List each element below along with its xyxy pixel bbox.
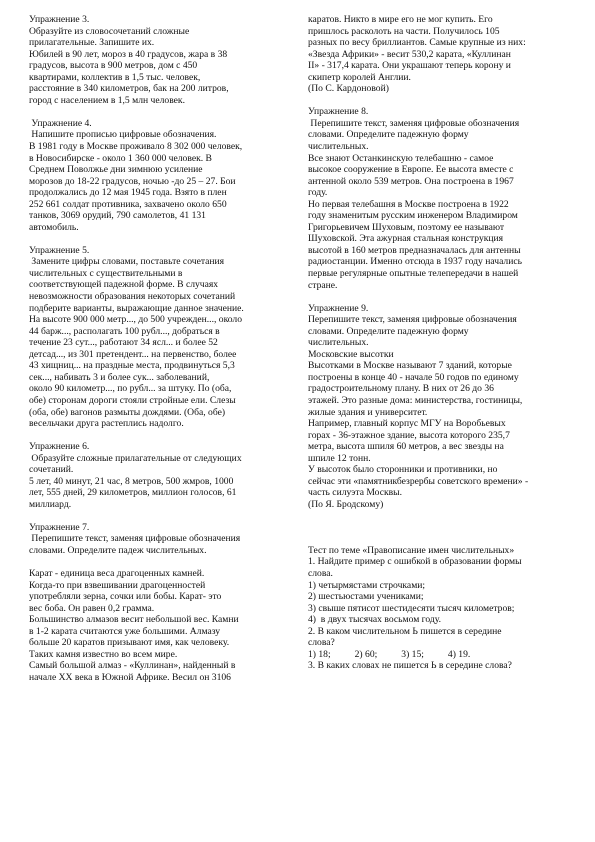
- text-line: сек..., набивать 3 и более сук... заболеваний,: [29, 371, 210, 383]
- block-gap: [29, 430, 291, 442]
- text-line: Замените цифры словами, поставьте сочетания: [29, 256, 225, 268]
- text-line: Высотками в Москве называют 7 зданий, которые: [308, 360, 512, 372]
- section-ex7cont: [308, 14, 570, 95]
- text-line: невозможности образования некоторых сочетаний: [29, 291, 236, 303]
- text-line: 3) свыше пятисот шестидесяти тысяч километров;: [308, 602, 515, 614]
- text-line: Перепишите текст, заменяя цифровые обозначения: [308, 314, 517, 326]
- text-line: Например, главный корпус МГУ на Воробьевых: [308, 418, 506, 430]
- text-line: танков, 3069 орудий, 790 самолетов, 41 131: [29, 210, 206, 222]
- text-line: Напишите прописью цифровые обозначения.: [29, 129, 217, 141]
- section-heading: Упражнение 3.: [29, 14, 90, 25]
- text-line: около 90 километр..., по рубл... за штуку. По (оба,: [29, 383, 232, 395]
- text-line: В 1981 году в Москве проживало 8 302 000 человек,: [29, 140, 243, 152]
- text-line: году знаменитым русским инженером Владимиром: [308, 210, 518, 222]
- section-heading: Упражнение 4.: [29, 117, 92, 129]
- text-line: 1. Найдите пример с ошибкой в образовании формы: [308, 556, 522, 568]
- text-line: 2. В каком числительном Ь пишется в середине: [308, 625, 502, 637]
- text-line: Образуйте из словосочетаний сложные: [29, 25, 190, 37]
- section-ex4: [29, 118, 291, 233]
- text-line: словами. Определите падежную форму: [308, 129, 469, 141]
- text-line: в 1-2 карата считаются уже большими. Алмазу: [29, 625, 221, 637]
- text-line: в Новосибирске - около 1 360 000 человек. В: [29, 152, 212, 164]
- text-line: На высоте 900 000 метр..., до 500 учрежден..., около: [29, 314, 243, 326]
- text-line: течение 23 сут..., работают 34 ясл... и более 52: [29, 337, 218, 349]
- text-line: Образуйте сложные прилагательные от следующих: [29, 452, 242, 464]
- text-line: пришлось расколоть на части. Получилось 105: [308, 25, 500, 37]
- text-line: радиостанции. Именно отсюда в 1937 году начались: [308, 256, 522, 268]
- section-heading: каратов. Никто в мире его не мог купить. Его: [308, 14, 493, 25]
- text-line: расстояние в 340 километров, бак на 200 литров,: [29, 83, 229, 95]
- block-gap: [308, 522, 570, 534]
- text-line: «Звезда Африки» - весит 530,2 карата, «Куллинан: [308, 48, 511, 60]
- section-heading: Тест по теме «Правописание имен числительных»: [308, 544, 515, 556]
- text-line: Но первая телебашня в Москве построена в 1922: [308, 198, 509, 210]
- text-line: соответствующей падежной форме. В случаях: [29, 279, 219, 291]
- text-line: 5 лет, 40 минут, 21 час, 8 метров, 500 жмров, 1000: [29, 475, 234, 487]
- text-line: высотой в 160 метров предназначалась для антенны: [308, 244, 521, 256]
- text-line: (По Я. Бродскому): [308, 498, 384, 510]
- text-line: (По С. Кардоновой): [308, 83, 389, 95]
- text-line: Юбилей в 90 лет, мороз в 40 градусов, жара в 38: [29, 48, 228, 60]
- text-line: шпиле 12 тонн.: [308, 452, 371, 464]
- block-gap: [308, 291, 570, 303]
- text-line: продолжались до 12 мая 1945 года. Взято в плен: [29, 187, 227, 199]
- text-line: больше 20 каратов призывают имя, как человеку.: [29, 637, 230, 649]
- text-line: 43 хищниц... на праздные места, продвинуться 5,3: [29, 360, 235, 372]
- text-line: II» - 317,4 карата. Они украшают теперь корону и: [308, 60, 511, 72]
- text-line: Григорьевичем Шуховым, поэтому ее называют: [308, 221, 505, 233]
- section-heading: Упражнение 6.: [29, 441, 90, 453]
- text-line: разных по весу бриллиантов. Самые крупные из них:: [308, 37, 526, 49]
- text-line: 2) шестьюстами учениками;: [308, 591, 424, 603]
- section-heading: Упражнение 8.: [308, 106, 369, 118]
- text-line: детсад..., из 301 претендент... на первенство, более: [29, 348, 237, 360]
- text-line: прилагательные. Запишите их.: [29, 37, 155, 49]
- section-test: [308, 545, 570, 672]
- text-line: лет, 555 дней, 29 километров, миллион голосов, 61: [29, 487, 237, 499]
- text-line: построены в конце 40 - начале 50 годов по единому: [308, 371, 519, 383]
- text-line: 44 барж..., располагать 100 рубл..., добраться в: [29, 325, 220, 337]
- block-gap: [308, 95, 570, 107]
- text-line: (оба, обе) вагонов размыты дождями. (Оба, обе): [29, 406, 226, 418]
- text-line: сейчас эти «памятникбезрербы советского времени» -: [308, 475, 529, 487]
- text-line: [29, 557, 291, 569]
- text-line: слова.: [308, 568, 333, 580]
- text-line: весельчаки друга растеплись надолго.: [29, 418, 184, 430]
- text-line: году.: [308, 187, 328, 199]
- text-line: числительных с существительными в: [29, 267, 183, 279]
- text-line: стране.: [308, 279, 338, 291]
- text-line: город с населением в 1,5 млн человек.: [29, 94, 185, 106]
- section-ex6: [29, 441, 291, 510]
- text-line: автомобиль.: [29, 221, 79, 233]
- section-heading: Упражнение 5.: [29, 244, 90, 256]
- text-line: 1) четырмястами строчками;: [308, 579, 426, 591]
- block-gap: [29, 106, 291, 118]
- text-line: миллиард.: [29, 498, 72, 510]
- text-line: высокое сооружение в Европе. Ее высота вместе с: [308, 164, 514, 176]
- text-line: морозов до 18-22 градусов, ночью -до 25 – 27. Бои: [29, 175, 236, 187]
- text-line: 3. В каких словах не пишется Ь в середине слова?: [308, 660, 512, 672]
- text-line: метра, высота шпиля 60 метров, а вес звезды на: [308, 441, 504, 453]
- text-line: 252 661 солдат противника, захвачено около 650: [29, 198, 227, 210]
- text-line: У высоток было сторонники и противники, но: [308, 464, 498, 476]
- text-line: антенной около 539 метров. Она построена в 1967: [308, 175, 514, 187]
- text-line: этажей. Это разные дома: министерства, гостиницы,: [308, 394, 523, 406]
- text-line: Перепишите текст, заменяя цифровые обозначения: [29, 533, 241, 545]
- text-line: Московские высотки: [308, 348, 394, 360]
- text-line: Когда-то при взвешивании драгоценностей: [29, 579, 206, 591]
- text-line: Таких камня известно во всем мире.: [29, 648, 178, 660]
- text-line: начале XX века в Южной Африке. Весил он 3106: [29, 671, 231, 683]
- text-line: слова?: [308, 637, 335, 649]
- text-line: 1) 18; 2) 60; 3) 15; 4) 19.: [308, 648, 471, 660]
- block-gap: [308, 533, 570, 545]
- text-line: квартирами, коллектив в 1,5 тыс. человек,: [29, 71, 201, 83]
- text-line: первые регулярные опытные телепередачи в нашей: [308, 267, 519, 279]
- text-line: подберите варианты, выражающие данное значение.: [29, 302, 244, 314]
- block-gap: [29, 233, 291, 245]
- text-line: жилые здания и университет.: [308, 406, 428, 418]
- text-line: числительных.: [308, 140, 369, 152]
- text-line: словами. Определите падеж числительных.: [29, 544, 207, 556]
- text-line: Карат - единица веса драгоценных камней.: [29, 568, 205, 580]
- section-ex3: [29, 14, 291, 106]
- text-line: горах - 36-этажное здание, высота которого 235,7: [308, 429, 510, 441]
- text-line: сочетаний.: [29, 464, 74, 476]
- block-gap: [308, 510, 570, 522]
- text-line: Все знают Останкинскую телебашню - самое: [308, 152, 494, 164]
- text-line: часть силуэта Москвы.: [308, 487, 402, 499]
- text-line: Самый большой алмаз - «Куллинан», найденный в: [29, 660, 236, 672]
- text-line: градостроительному плану. В них от 26 до 36: [308, 383, 494, 395]
- text-line: вес боба. Он равен 0,2 грамма.: [29, 602, 155, 614]
- text-line: обе) сторонам дороги стояли стройные ели. Слезы: [29, 394, 236, 406]
- text-line: Шуховской. Эта ажурная стальная конструкция: [308, 233, 504, 245]
- text-line: Перепишите текст, заменяя цифровые обозначения: [308, 117, 520, 129]
- right-column: [308, 14, 570, 672]
- section-heading: Упражнение 7.: [29, 521, 90, 533]
- text-line: Среднем Поволжье дни зимнюю усиление: [29, 164, 203, 176]
- section-ex7: [29, 522, 291, 684]
- section-ex8: [308, 106, 570, 291]
- text-line: Большинство алмазов весит небольшой вес. Камни: [29, 614, 239, 626]
- left-column: [29, 14, 291, 684]
- text-line: градусов, высота в 900 метров, дом с 450: [29, 60, 198, 72]
- section-heading: Упражнение 9.: [308, 302, 369, 314]
- section-ex9: [308, 303, 570, 511]
- text-line: употребляли зерна, сочки или бобы. Карат- это: [29, 591, 222, 603]
- text-line: скипетр королей Англии.: [308, 71, 411, 83]
- text-line: числительных.: [308, 337, 369, 349]
- section-ex5: [29, 245, 291, 430]
- block-gap: [29, 510, 291, 522]
- text-line: словами. Определите падежную форму: [308, 325, 469, 337]
- text-line: 4) в двух тысячах восьмом году.: [308, 614, 441, 626]
